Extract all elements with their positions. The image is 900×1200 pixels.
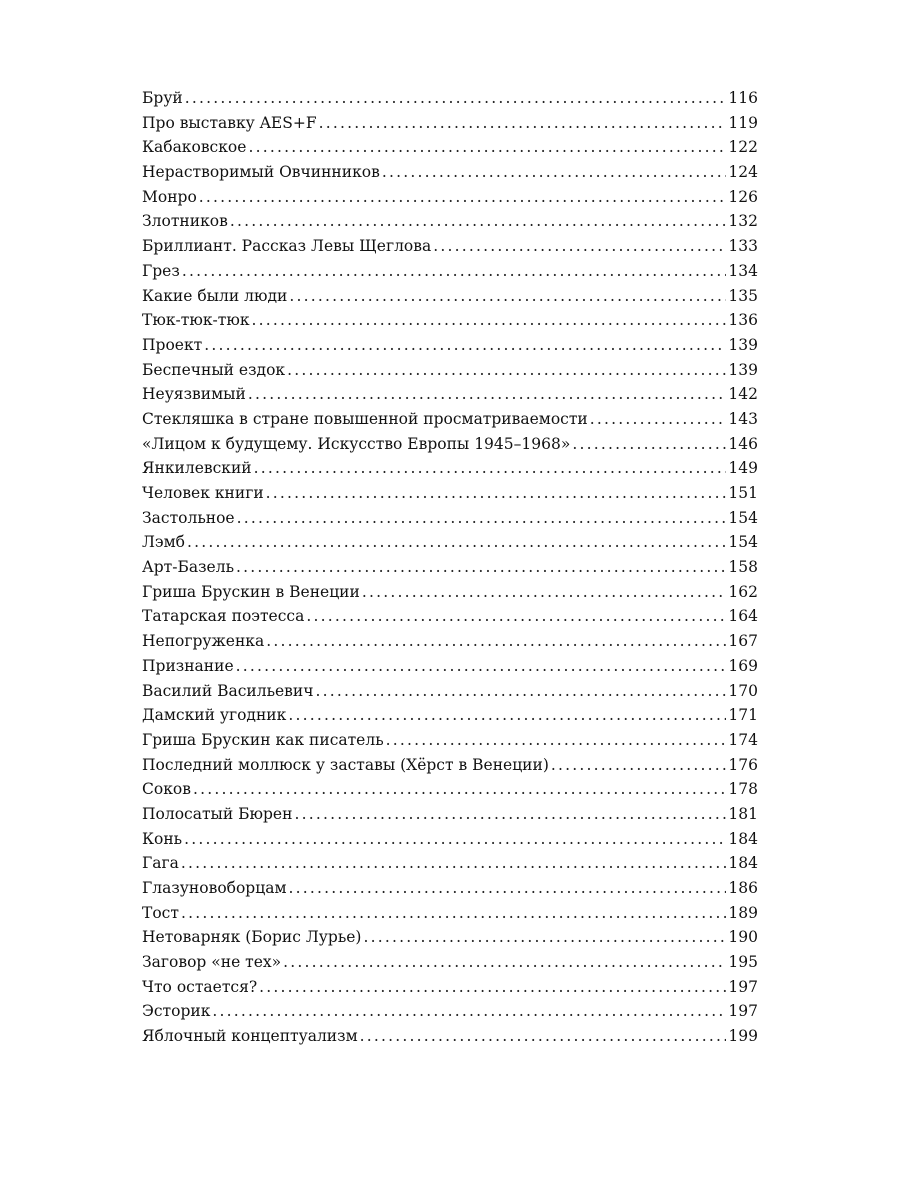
toc-entry [142, 975, 758, 1000]
toc-entry [142, 308, 758, 333]
toc-entry [142, 234, 758, 259]
toc-entry-page-number: 184 [728, 829, 758, 848]
toc-entry-title: Нетоварняк (Борис Лурье) [142, 928, 362, 947]
toc-entry [142, 827, 758, 852]
toc-entry-title: Эсторик [142, 1002, 211, 1021]
toc-entry-page-number: 124 [728, 163, 758, 182]
toc-entry [142, 654, 758, 679]
toc-entry-title: Янкилевский [142, 459, 252, 478]
toc-entry-page-number: 169 [728, 656, 758, 675]
toc-entry [142, 1024, 758, 1049]
toc-entry [142, 407, 758, 432]
toc-entry [142, 580, 758, 605]
toc-entry-title: Застольное [142, 508, 235, 527]
toc-entry-page-number: 189 [728, 903, 758, 922]
toc-entry-title: Тюк-тюк-тюк [142, 311, 250, 330]
dot-leader [254, 456, 727, 481]
toc-entry [142, 901, 758, 926]
dot-leader [181, 851, 727, 876]
toc-entry-page-number: 199 [728, 1027, 758, 1046]
toc-entry-page-number: 132 [728, 212, 758, 231]
toc-entry-title: Беспечный ездок [142, 360, 286, 379]
toc-entry [142, 851, 758, 876]
toc-entry-title: Конь [142, 829, 183, 848]
toc-entry-title: Человек книги [142, 484, 264, 502]
toc-entry-title: Василий Васильевич [142, 681, 314, 700]
dot-leader [199, 185, 727, 210]
toc-entry-title: Кабаковское [142, 138, 247, 157]
dot-leader [181, 901, 726, 926]
toc-entry-page-number: 167 [728, 632, 758, 651]
toc-entry-page-number: 142 [728, 385, 758, 404]
toc-entry [142, 333, 758, 358]
toc-entry [142, 950, 758, 975]
toc-entry-page-number: 154 [728, 533, 758, 552]
toc-entry-title: Заговор «не тех» [142, 953, 282, 972]
toc-entry-title: Признание [142, 656, 234, 675]
toc-entry-page-number: 149 [728, 459, 758, 478]
toc-entry-title: Что остается? [142, 977, 258, 996]
toc-entry-title: Грез [142, 261, 180, 280]
toc-entry-page-number: 186 [728, 879, 758, 897]
dot-leader [187, 530, 726, 555]
toc-entry-title: Глазуновоборцам [142, 879, 287, 897]
dot-leader [551, 753, 727, 778]
toc-entry-title: Монро [142, 187, 197, 206]
toc-entry-page-number: 143 [728, 409, 758, 428]
toc-entry [142, 703, 758, 728]
toc-entry-page-number: 119 [728, 113, 758, 132]
toc-entry-page-number: 184 [728, 854, 758, 873]
toc-entry-page-number: 122 [728, 138, 758, 157]
dot-leader [212, 999, 726, 1024]
toc-entry [142, 802, 758, 827]
dot-leader [386, 728, 727, 753]
toc-entry [142, 111, 758, 136]
toc-entry-title: Проект [142, 335, 203, 354]
toc-entry-page-number: 176 [728, 755, 758, 774]
toc-entry-title: Гага [142, 854, 179, 873]
toc-entry-title: Неуязвимый [142, 385, 246, 404]
toc-entry [142, 135, 758, 160]
dot-leader [185, 86, 727, 111]
toc-entry-page-number: 126 [728, 187, 758, 206]
toc-entry-title: Дамский угодник [142, 706, 287, 725]
toc-entry-title: Лэмб [142, 533, 186, 552]
toc-entry-page-number: 197 [728, 977, 758, 996]
dot-leader [259, 975, 726, 1000]
toc-entry-page-number: 171 [728, 706, 758, 725]
dot-leader [306, 604, 726, 629]
toc-entry-title: Стекляшка в стране повышенной просматриваемости [142, 409, 588, 428]
toc-entry-title: Непогруженка [142, 632, 265, 651]
dot-leader [360, 1024, 727, 1049]
toc-entry [142, 506, 758, 531]
toc-entry [142, 86, 758, 111]
toc-entry [142, 604, 758, 629]
dot-leader [572, 432, 726, 457]
toc-entry [142, 160, 758, 185]
toc-entry-page-number: 134 [728, 261, 758, 280]
toc-entry-title: Бриллиант. Рассказ Левы Щеглова [142, 237, 432, 256]
toc-entry-page-number: 136 [728, 311, 758, 330]
toc-entry [142, 432, 758, 457]
dot-leader [363, 925, 726, 950]
toc-entry-title: Бруй [142, 89, 183, 107]
toc-entry-title: Про выставку AES+F [142, 113, 317, 132]
toc-entry [142, 925, 758, 950]
dot-leader [248, 135, 726, 160]
toc-entry-page-number: 133 [728, 237, 758, 256]
dot-leader [248, 382, 727, 407]
toc-entry-page-number: 190 [728, 928, 758, 947]
toc-entry [142, 753, 758, 778]
toc-entry-title: Какие были люди [142, 286, 288, 305]
toc-entry-title: Соков [142, 780, 191, 799]
toc-entry-page-number: 116 [728, 89, 758, 107]
dot-leader [590, 407, 727, 432]
toc-entry [142, 259, 758, 284]
toc-entry-title: Гриша Брускин как писатель [142, 730, 384, 749]
toc-entry [142, 679, 758, 704]
dot-leader [289, 284, 726, 309]
toc-entry [142, 209, 758, 234]
toc-entry-title: Татарская поэтесса [142, 607, 305, 626]
dot-leader [287, 358, 726, 383]
dot-leader [382, 160, 727, 185]
toc-entry-title: Арт-Базель [142, 558, 235, 577]
toc-entry-page-number: 135 [728, 286, 758, 305]
toc-entry [142, 481, 758, 506]
table-of-contents [142, 86, 758, 1049]
toc-entry-page-number: 139 [728, 335, 758, 354]
dot-leader [288, 703, 726, 728]
toc-entry [142, 629, 758, 654]
dot-leader [289, 876, 727, 901]
dot-leader [193, 777, 726, 802]
toc-entry-page-number: 174 [728, 730, 758, 749]
toc-entry-title: Гриша Брускин в Венеции [142, 582, 360, 601]
toc-entry [142, 358, 758, 383]
toc-entry-page-number: 181 [728, 804, 758, 823]
dot-leader [182, 259, 727, 284]
toc-entry [142, 876, 758, 901]
dot-leader [237, 506, 727, 531]
dot-leader [204, 333, 726, 358]
toc-entry [142, 728, 758, 753]
dot-leader [230, 209, 727, 234]
toc-entry [142, 185, 758, 210]
toc-entry-page-number: 154 [728, 508, 758, 527]
dot-leader [294, 802, 726, 827]
toc-entry-page-number: 178 [728, 780, 758, 799]
toc-entry-title: Последний моллюск у заставы (Хёрст в Венеции) [142, 755, 549, 774]
dot-leader [315, 679, 726, 704]
toc-entry-page-number: 164 [728, 607, 758, 626]
toc-entry-title: Нерастворимый Овчинников [142, 163, 380, 182]
dot-leader [236, 555, 726, 580]
toc-entry-title: Яблочный концептуализм [142, 1027, 358, 1046]
toc-entry [142, 382, 758, 407]
toc-entry-page-number: 139 [728, 360, 758, 379]
toc-entry-title: Тост [142, 903, 179, 922]
toc-entry [142, 530, 758, 555]
toc-entry [142, 999, 758, 1024]
dot-leader [266, 629, 726, 654]
toc-entry [142, 555, 758, 580]
dot-leader [252, 308, 727, 333]
toc-entry-page-number: 170 [728, 681, 758, 700]
toc-entry-page-number: 197 [728, 1002, 758, 1021]
dot-leader [319, 111, 727, 136]
toc-entry-title: «Лицом к будущему. Искусство Европы 1945–1968» [142, 434, 571, 453]
dot-leader [266, 481, 727, 506]
toc-entry-page-number: 162 [728, 582, 758, 601]
dot-leader [184, 827, 726, 852]
dot-leader [236, 654, 727, 679]
dot-leader [433, 234, 726, 259]
toc-entry-page-number: 151 [728, 484, 758, 502]
dot-leader [362, 580, 727, 605]
toc-entry-title: Полосатый Бюрен [142, 804, 293, 823]
dot-leader [283, 950, 726, 975]
toc-entry-page-number: 195 [728, 953, 758, 972]
toc-entry [142, 777, 758, 802]
toc-entry-title: Злотников [142, 212, 228, 231]
toc-entry-page-number: 146 [728, 434, 758, 453]
toc-entry-page-number: 158 [728, 558, 758, 577]
toc-entry [142, 284, 758, 309]
toc-entry [142, 456, 758, 481]
